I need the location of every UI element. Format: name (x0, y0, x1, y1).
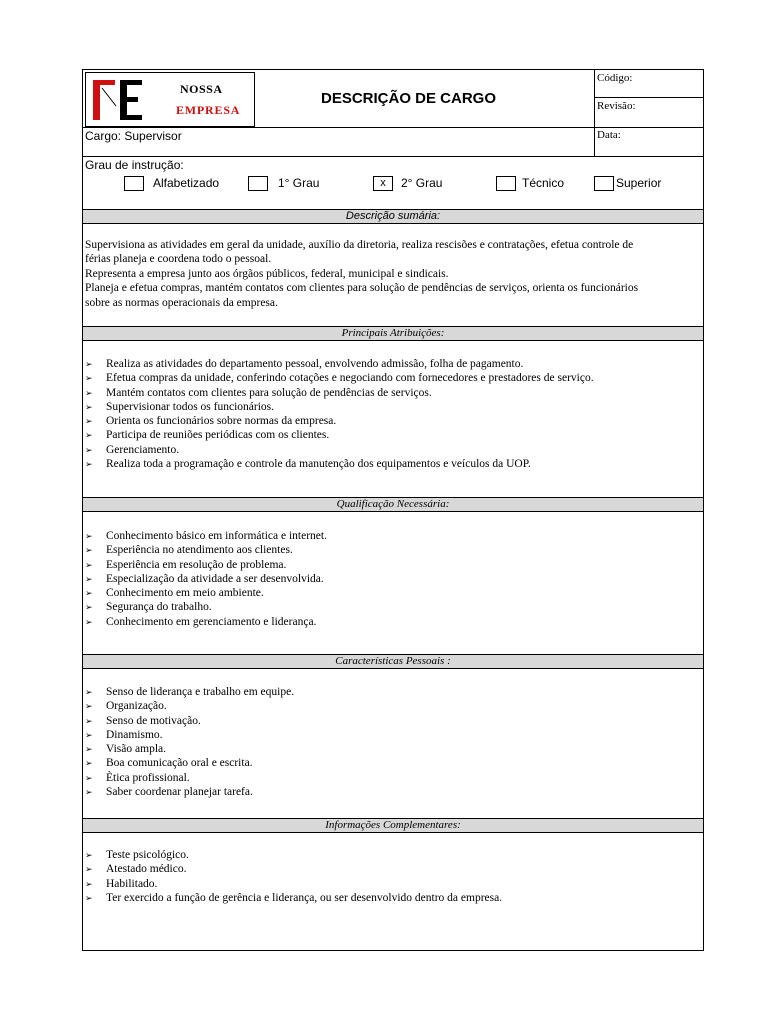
list-item: ➢ Efetua compras da unidade, conferindo cotações e negociando com fornecedores e prestadores de serviço. (85, 372, 594, 385)
arrow-bullet-icon: ➢ (85, 850, 93, 860)
codigo-label: Código: (597, 72, 633, 84)
arrow-bullet-icon: ➢ (85, 401, 93, 412)
descricao-line: Planeja e efetua compras, mantém contatos com clientes para solução de pendências de serviços, orienta os funcionários (85, 282, 639, 295)
label-tecnico: Técnico (522, 176, 565, 190)
revisao-label: Revisão: (597, 100, 636, 112)
arrow-bullet-icon: ➢ (85, 772, 93, 783)
complementares-list (83, 848, 502, 905)
list-item: ➢ Supervisionar todos os funcionários. (85, 400, 275, 413)
checkbox-tecnico[interactable] (496, 176, 516, 191)
arrow-bullet-icon: ➢ (85, 602, 93, 613)
arrow-bullet-icon: ➢ (85, 864, 93, 875)
arrow-bullet-icon: ➢ (85, 758, 93, 769)
arrow-bullet-icon: ➢ (85, 687, 93, 697)
logo-text-bottom: EMPRESA (176, 103, 241, 117)
list-item: ➢ Senso de liderança e trabalho em equipe. (85, 686, 295, 698)
descricao-line: férias planeja e coordena todo o pessoal. (85, 253, 272, 266)
caracteristicas-list (83, 685, 294, 799)
label-superior: Superior (616, 176, 662, 190)
arrow-bullet-icon: ➢ (85, 588, 93, 599)
arrow-bullet-icon: ➢ (85, 744, 93, 755)
list-item: ➢ Especialização da atividade a ser desenvolvida. (85, 572, 324, 585)
arrow-bullet-icon: ➢ (85, 444, 93, 455)
checkbox-1-grau[interactable] (248, 176, 268, 191)
header-bottom-rule (83, 127, 703, 128)
data-label: Data: (597, 129, 621, 141)
section-title-atribuicoes: Principais Atribuições: (83, 326, 703, 341)
list-item: ➢ Teste psicológico. (85, 849, 189, 861)
list-item: ➢ Atestado médico. (85, 863, 187, 876)
arrow-bullet-icon: ➢ (85, 416, 93, 427)
checkbox-2-grau[interactable]: x (373, 176, 393, 191)
list-item: ➢ Gerenciamento. (85, 443, 180, 456)
logo-text-top: NOSSA (180, 82, 223, 96)
list-item: ➢ Conhecimento em meio ambiente. (85, 587, 264, 600)
list-item: ➢ Realiza as atividades do departamento pessoal, envolvendo admissão, folha de pagamento. (85, 358, 524, 370)
checkbox-alfabetizado[interactable] (124, 176, 144, 191)
list-item: ➢ Orienta os funcionários sobre normas da empresa. (85, 415, 337, 428)
arrow-bullet-icon: ➢ (85, 729, 93, 740)
arrow-bullet-icon: ➢ (85, 878, 93, 889)
cargo-field: Cargo: Supervisor (85, 129, 182, 143)
section-title-caracteristicas: Características Pessoais : (83, 654, 703, 669)
descricao-line: sobre as normas operacionais da empresa. (85, 296, 278, 309)
cargo-bottom-rule (83, 156, 703, 157)
list-item: ➢ Segurança do trabalho. (85, 601, 212, 614)
list-item: ➢ Ter exercido a função de gerência e liderança, ou ser desenvolvido dentro da empresa. (85, 891, 503, 904)
section-title-complementares: Informações Complementares: (83, 818, 703, 833)
checkbox-superior[interactable] (594, 176, 614, 191)
header-divider (594, 70, 595, 156)
job-description-form (82, 69, 704, 951)
list-item: ➢ Realiza toda a programação e controle da manutenção dos equipamentos e veículos da UOP. (85, 458, 531, 471)
list-item: ➢ Mantém contatos com clientes para solução de pendências de serviços. (85, 386, 432, 399)
section-title-descricao: Descrição sumária: (83, 209, 703, 224)
list-item: ➢ Conhecimento básico em informática e internet. (85, 530, 327, 542)
company-logo (85, 72, 255, 127)
label-alfabetizado: Alfabetizado (153, 176, 220, 190)
list-item: ➢ Conhecimento em gerenciamento e liderança. (85, 615, 317, 628)
arrow-bullet-icon: ➢ (85, 545, 93, 556)
grau-label: Grau de instrução: (85, 158, 184, 172)
arrow-bullet-icon: ➢ (85, 430, 93, 441)
section-title-qualificacao: Qualificação Necessária: (83, 497, 703, 512)
list-item: ➢ Senso de motivação. (85, 714, 201, 727)
meta-divider (594, 97, 703, 98)
arrow-bullet-icon: ➢ (85, 459, 93, 470)
arrow-bullet-icon: ➢ (85, 531, 93, 541)
descricao-text (85, 238, 703, 310)
list-item: ➢ Boa comunicação oral e escrita. (85, 757, 253, 770)
arrow-bullet-icon: ➢ (85, 892, 93, 903)
arrow-bullet-icon: ➢ (85, 787, 93, 798)
list-item: ➢ Ètica profissional. (85, 771, 190, 784)
arrow-bullet-icon: ➢ (85, 359, 93, 369)
descricao-line: Supervisiona as atividades em geral da unidade, auxílio da diretoria, realiza rescisões e contratações, efetua controle de (85, 239, 634, 251)
logo-mark-icon (92, 78, 162, 122)
atribuicoes-list (83, 357, 594, 471)
arrow-bullet-icon: ➢ (85, 387, 93, 398)
label-1-grau: 1° Grau (278, 176, 320, 190)
document-title: DESCRIÇÃO DE CARGO (321, 90, 497, 107)
descricao-line: Representa a empresa junto aos órgãos públicos, federal, municipal e sindicais. (85, 267, 449, 280)
arrow-bullet-icon: ➢ (85, 715, 93, 726)
list-item: ➢ Habilitado. (85, 877, 158, 890)
list-item: ➢ Visão ampla. (85, 743, 166, 756)
label-2-grau: 2° Grau (401, 176, 443, 190)
arrow-bullet-icon: ➢ (85, 573, 93, 584)
list-item: ➢ Saber coordenar planejar tarefa. (85, 786, 253, 799)
list-item: ➢ Esperiência no atendimento aos clientes. (85, 544, 293, 557)
arrow-bullet-icon: ➢ (85, 559, 93, 570)
arrow-bullet-icon: ➢ (85, 616, 93, 627)
list-item: ➢ Organização. (85, 700, 167, 713)
qualificacao-list (83, 529, 327, 629)
list-item: ➢ Participa de reuniões periódicas com os clientes. (85, 429, 330, 442)
list-item: ➢ Dinamismo. (85, 728, 163, 741)
arrow-bullet-icon: ➢ (85, 701, 93, 712)
list-item: ➢ Esperiência em resolução de problema. (85, 558, 287, 571)
arrow-bullet-icon: ➢ (85, 373, 93, 384)
